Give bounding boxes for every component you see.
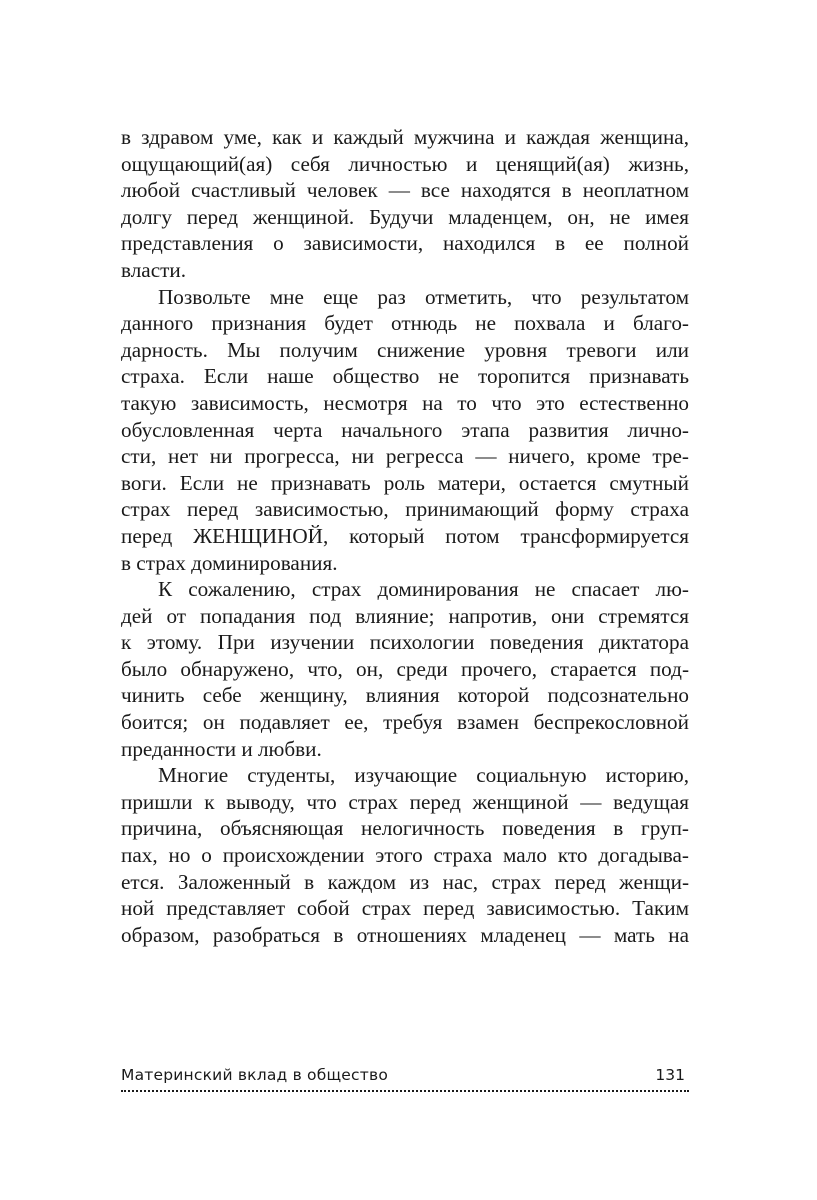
text-line: чинить себе женщину, влияния которой подсознательно — [121, 683, 689, 708]
running-title: Материнский вклад в общество — [121, 1066, 388, 1084]
text-line: любой счастливый человек — все находятся в неоплатном — [121, 178, 689, 203]
text-line: в страх доминирования. — [121, 550, 338, 575]
text-line: такую зависимость, несмотря на то что это естественно — [121, 390, 689, 415]
text-line: к этому. При изучении психологии поведения диктатора — [121, 630, 689, 655]
text-line: ной представляет собой страх перед зависимостью. Таким — [121, 896, 689, 921]
text-line: данного признания будет отнюдь не похвала и благо- — [121, 311, 689, 336]
text-line: причина, объясняющая нелогичность поведения в груп- — [121, 816, 689, 841]
text-line: власти. — [121, 257, 187, 282]
text-line: преданности и любви. — [121, 736, 322, 761]
text-line: сти, нет ни прогресса, ни регресса — ничего, кроме тре- — [121, 444, 689, 469]
text-line: было обнаружено, что, он, среди прочего, старается под- — [121, 656, 689, 681]
text-line: ощущающий(ая) себя личностью и ценящий(ая) жизнь, — [121, 151, 689, 176]
text-line: перед ЖЕНЩИНОЙ, который потом трансформируется — [121, 523, 689, 548]
text-line: страх перед зависимостью, принимающий форму страха — [121, 497, 689, 522]
text-line: представления о зависимости, находился в ее полной — [121, 231, 689, 256]
text-line: боится; он подавляет ее, требуя взамен беспрекословной — [121, 710, 689, 735]
text-line: ется. Заложенный в каждом из нас, страх перед женщи- — [121, 869, 689, 894]
text-line: дарность. Мы получим снижение уровня тревоги или — [121, 337, 689, 362]
text-line: пришли к выводу, что страх перед женщиной — ведущая — [121, 789, 689, 814]
text-line: Многие студенты, изучающие социальную историю, — [158, 763, 689, 788]
text-line: Позвольте мне еще раз отметить, что результатом — [158, 284, 689, 309]
text-line: воги. Если не признавать роль матери, остается смутный — [121, 470, 689, 495]
body-text — [121, 124, 689, 948]
page-number: 131 — [655, 1066, 685, 1084]
page-footer — [121, 1063, 689, 1091]
text-line: в здравом уме, как и каждый мужчина и каждая женщина, — [121, 125, 689, 149]
text-line: страха. Если наше общество не торопится признавать — [121, 364, 689, 389]
text-line: обусловленная черта начального этапа развития лично- — [121, 417, 689, 442]
text-line: дей от попадания под влияние; напротив, они стремятся — [121, 603, 689, 628]
text-line: К сожалению, страх доминирования не спасает лю- — [158, 577, 689, 602]
text-line: долгу перед женщиной. Будучи младенцем, он, не имея — [121, 204, 689, 229]
text-line: образом, разобраться в отношениях младенец — мать на — [121, 922, 689, 947]
text-line: пах, но о происхождении этого страха мало кто догадыва- — [121, 843, 689, 868]
footer-dotted-rule — [121, 1090, 689, 1092]
